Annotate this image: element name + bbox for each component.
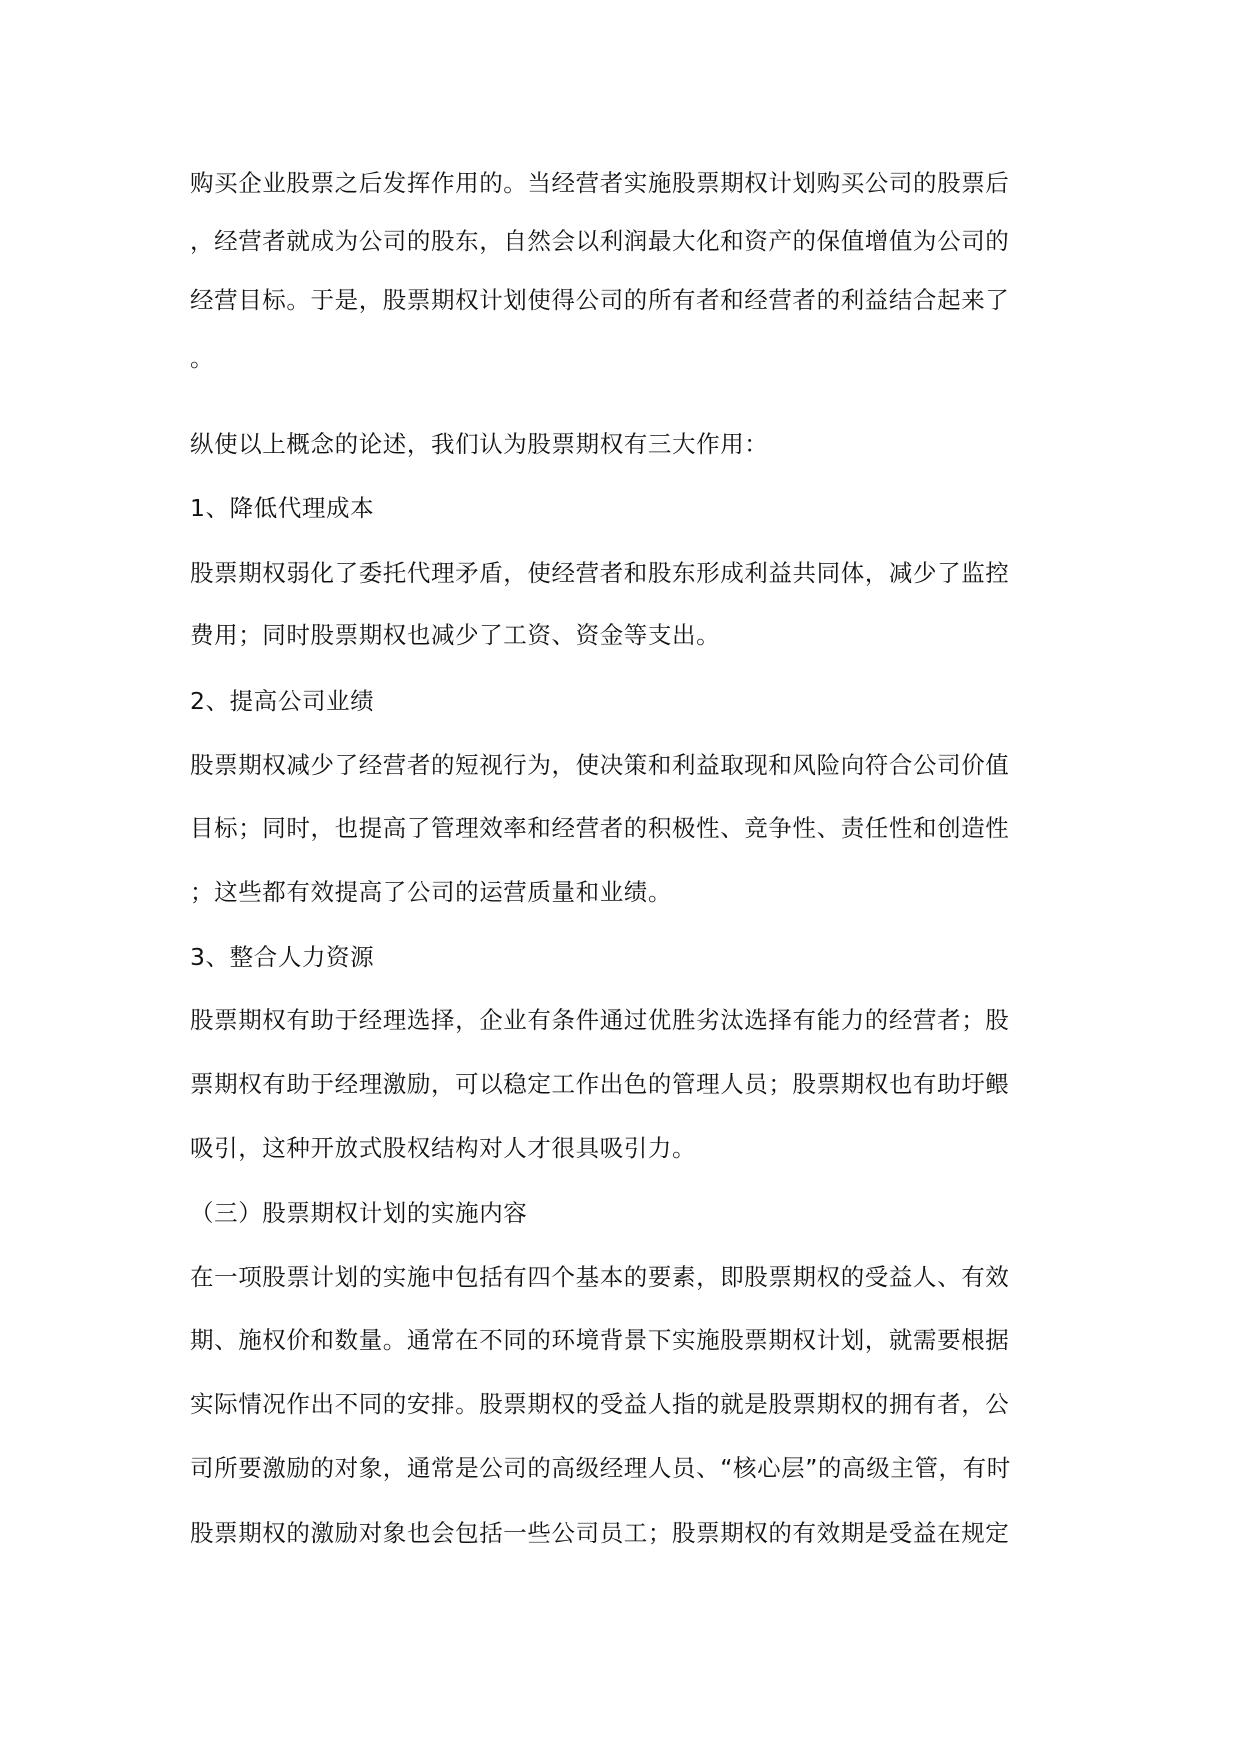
section-heading: 1、降低代理成本 xyxy=(190,494,375,522)
paragraph-line: 目标；同时，也提高了管理效率和经营者的积极性、竞争性、责任性和创造性 xyxy=(190,814,1010,842)
paragraph-line: 在一项股票计划的实施中包括有四个基本的要素，即股票期权的受益人、有效 xyxy=(190,1263,1010,1291)
paragraph-line: 股票期权减少了经营者的短视行为，使决策和利益取现和风险向符合公司价值 xyxy=(190,751,1010,779)
paragraph-line: 吸引，这种开放式股权结构对人才很具吸引力。 xyxy=(190,1134,697,1162)
paragraph-line: 期、施权价和数量。通常在不同的环境背景下实施股票期权计划，就需要根据 xyxy=(190,1326,1010,1354)
section-heading: 3、整合人力资源 xyxy=(190,943,375,971)
paragraph-line: 费用；同时股票期权也减少了工资、资金等支出。 xyxy=(190,621,721,649)
paragraph-line: ，经营者就成为公司的股东，自然会以利润最大化和资产的保值增值为公司的 xyxy=(190,227,1010,255)
paragraph-line: 票期权有助于经理激励，可以稳定工作出色的管理人员；股票期权也有助圩鳂 xyxy=(190,1070,1010,1098)
paragraph-line: 实际情况作出不同的安排。股票期权的受益人指的就是股票期权的拥有者，公 xyxy=(190,1390,1010,1418)
section-heading: （三）股票期权计划的实施内容 xyxy=(190,1199,528,1227)
paragraph-line: 股票期权的激励对象也会包括一些公司员工；股票期权的有效期是受益在规定 xyxy=(190,1519,1010,1547)
paragraph-line: 购买企业股票之后发挥作用的。当经营者实施股票期权计划购买公司的股票后 xyxy=(190,169,1010,197)
paragraph-line: 股票期权弱化了委托代理矛盾，使经营者和股东形成利益共同体，减少了监控 xyxy=(190,559,1010,587)
paragraph-line: 纵使以上概念的论述，我们认为股票期权有三大作用： xyxy=(190,430,769,458)
paragraph-line: 。 xyxy=(190,344,215,372)
paragraph-line: 司所要激励的对象，通常是公司的高级经理人员、“核心层”的高级主管，有时 xyxy=(190,1454,1011,1482)
section-heading: 2、提高公司业绩 xyxy=(190,687,375,715)
paragraph-line: ；这些都有效提高了公司的运营质量和业绩。 xyxy=(190,878,672,906)
paragraph-line: 经营目标。于是，股票期权计划使得公司的所有者和经营者的利益结合起来了 xyxy=(190,286,1010,314)
paragraph-line: 股票期权有助于经理选择，企业有条件通过优胜劣汰选择有能力的经营者；股 xyxy=(190,1006,1010,1034)
